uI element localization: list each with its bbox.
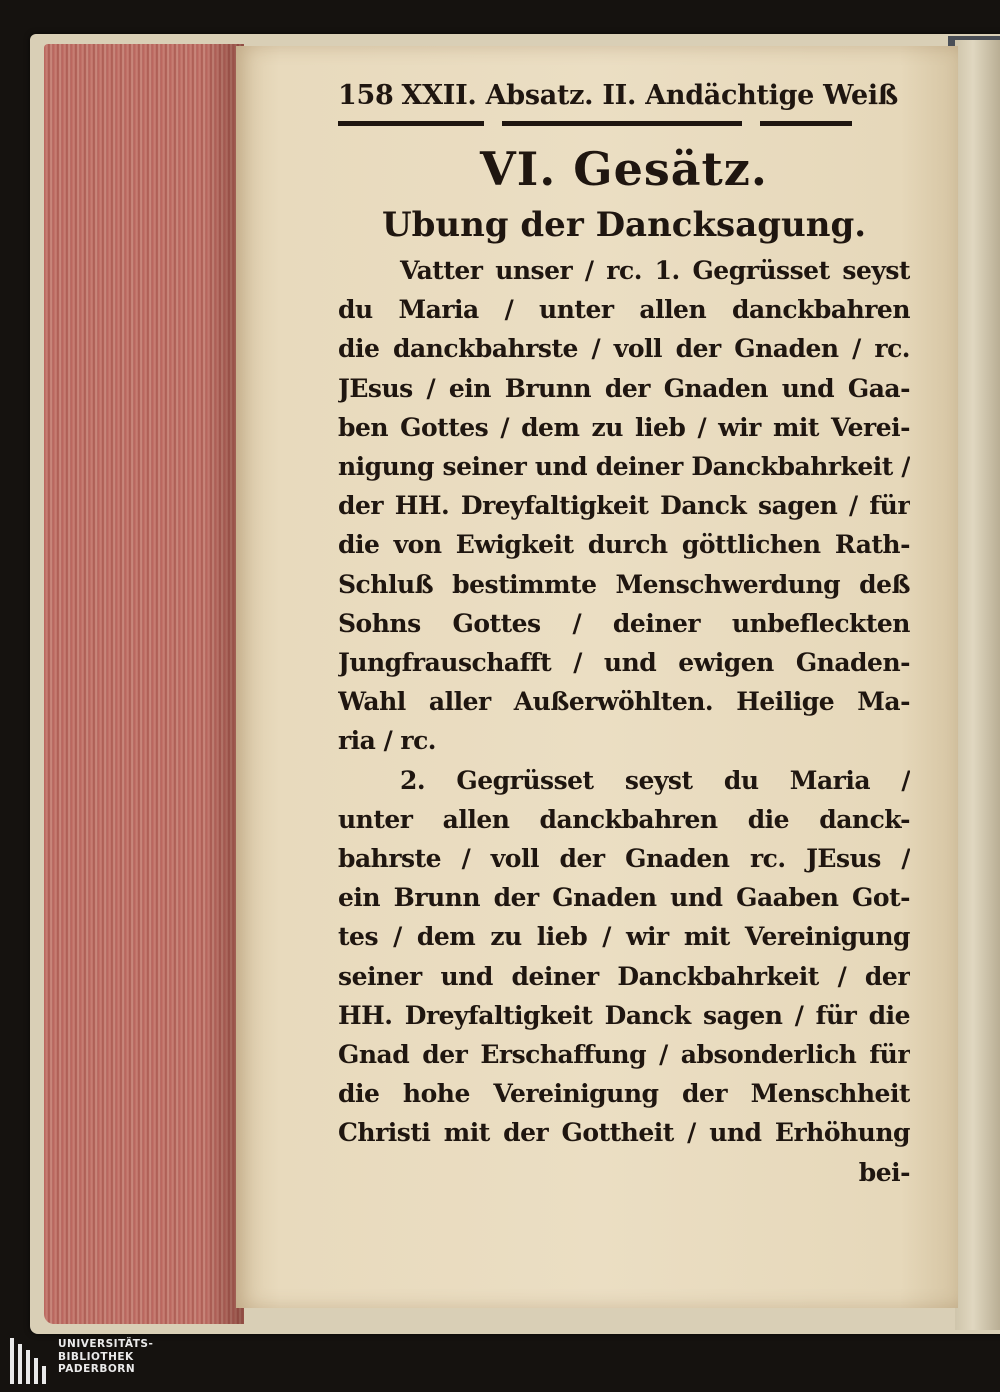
text-line: nigung seiner und deiner Danckbahrkeit / [338, 452, 910, 482]
text-line: die hohe Vereinigung der Menschheit [338, 1079, 910, 1109]
rule-segment [760, 121, 852, 126]
text-line: ben Gottes / dem zu lieb / wir mit Verei- [338, 412, 910, 442]
text-line: Vatter unser / rc. 1. Gegrüsset seyst [400, 256, 910, 285]
rule-segment [502, 121, 742, 126]
text-line: 2. Gegrüsset seyst du Maria / [400, 765, 910, 795]
header-rule [338, 121, 910, 127]
text-line: seiner und deiner Danckbahrkeit / der [338, 961, 910, 991]
text-line: Jungfrauschafft / und ewigen Gnaden- [338, 648, 910, 678]
catchword: bei- [858, 1157, 910, 1187]
page-edges-block [44, 44, 244, 1324]
section-subtitle: Ubung der Dancksagung. [381, 205, 867, 245]
library-logo [10, 1338, 153, 1384]
text-line: HH. Dreyfaltigkeit Danck sagen / für die [338, 1000, 910, 1030]
logo-line: BIBLIOTHEK [58, 1350, 134, 1363]
page-text [338, 80, 910, 1192]
text-line: die danckbahrste / voll der Gnaden / rc. [338, 334, 910, 364]
text-line: die von Ewigkeit durch göttlichen Rath- [338, 530, 910, 560]
text-line: du Maria / unter allen danckbahren [338, 295, 910, 325]
text-line: tes / dem zu lieb / wir mit Vereinigung [338, 922, 910, 952]
text-line: der HH. Dreyfaltigkeit Danck sagen / für [338, 491, 910, 521]
library-logo-text [58, 1338, 153, 1376]
body-text [338, 251, 910, 1192]
library-logo-icon [10, 1338, 50, 1384]
section-title: VI. Gesätz. [480, 142, 768, 196]
text-line: Schluß bestimmte Menschwerdung deß [338, 569, 910, 599]
running-title: XXII. Absatz. II. Andächtige Weiß [401, 80, 898, 111]
text-line: Sohns Gottes / deiner unbefleckten [338, 608, 910, 638]
text-line: unter allen danckbahren die danck- [338, 804, 910, 834]
right-page-edge [955, 40, 1000, 1330]
text-line: ein Brunn der Gnaden und Gaaben Got- [338, 883, 910, 913]
rule-segment [338, 121, 484, 126]
logo-line: PADERBORN [58, 1363, 136, 1375]
running-header [338, 80, 910, 111]
text-line: bahrste / voll der Gnaden rc. JEsus / [338, 844, 910, 874]
text-line: JEsus / ein Brunn der Gnaden und Gaa- [338, 373, 910, 403]
page-number: 158 [338, 80, 394, 111]
text-line: ria / rc. [338, 726, 437, 756]
text-line: Wahl aller Außerwöhlten. Heilige Ma- [338, 687, 910, 717]
text-line: Gnad der Erschaffung / absonderlich für [338, 1040, 910, 1070]
text-line: Christi mit der Gottheit / und Erhöhung [338, 1118, 910, 1148]
logo-line: UNIVERSITÄTS- [58, 1338, 154, 1350]
